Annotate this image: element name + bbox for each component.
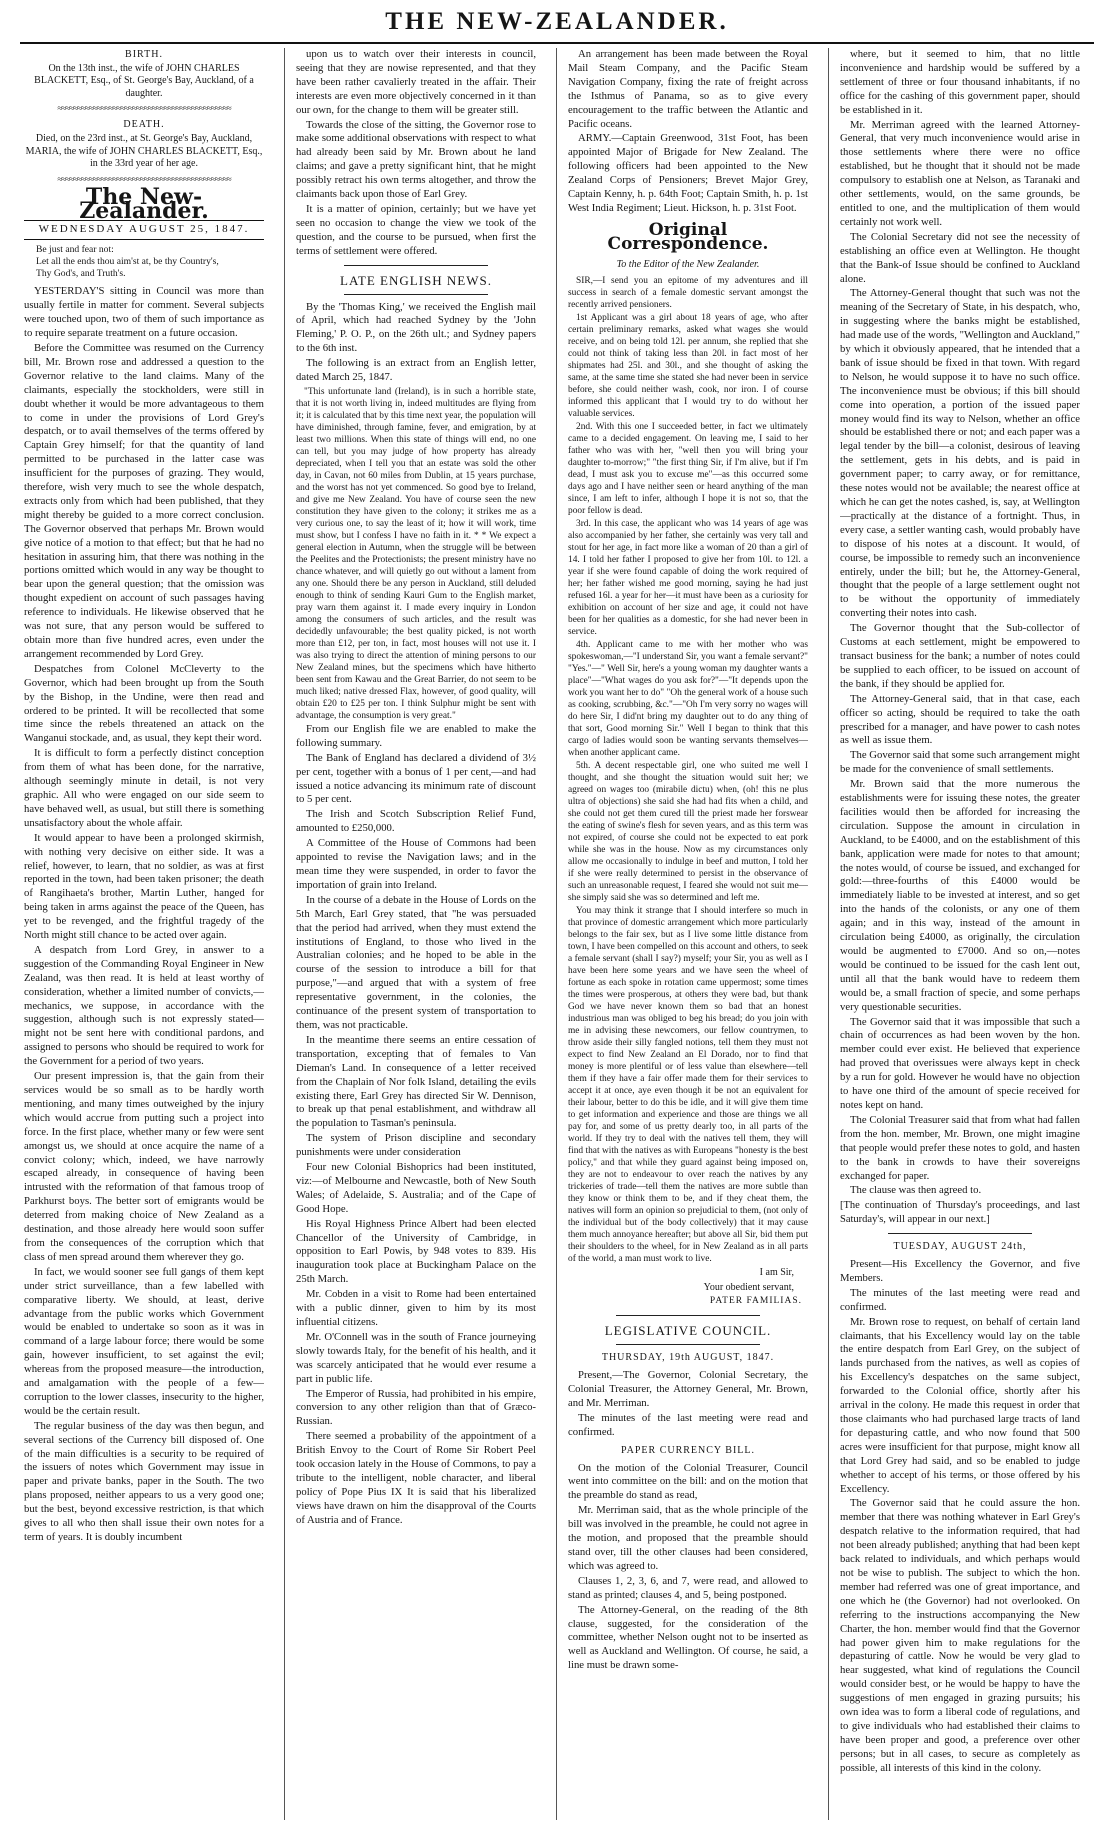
- article-paragraph: Mr. Brown said that the more numerous the establishments were for issuing these notes, the greater facilities would then be afforded for increasing the circulation. Suppose the amount in circulation in Auckland, to be £4000, and on the establishment of this bank, application were made for notes to that amount; the notes would, of course be issued, and exchanged for gold:—three-fourths of this £4000 would be immediately liable to be invested at interest, and so get into the hands of the colonists, or any one of them again; and in this way, instead of the amount in circulation being £4000, as originally, the circulation would be augmented to £7000. And so on,—notes would be continued to be issued for the cash lent out, until all that the bank would have to redeem them would be, a small fraction of specie, and some perhaps very questionable securities.: [840, 778, 1080, 1013]
- letter-paragraph: 4th. Applicant came to me with her mother who was spokeswoman,—"I understand Sir, you want a female servant?" "Yes."—" Well Sir, here's a young woman my daughter wants a place"—"What wages do you ask for?"—"It depends upon the work you want her to do" "Oh the general work of a house such as cooking, scrubbing, &c."—"Oh I'm very sorry no wages will do here Sir, I did'nt bring my daughter out to do any thing of that sort, Good morning Sir." Well I began to think that this cargo of ladies would soon be wanting servants themselves—when another applicant came.: [568, 639, 808, 758]
- letter-paragraph: You may think it strange that I should interfere so much in that province of domestic arrangement which more particularly belongs to the fair sex, but as I live some little distance from town, I have been compelled on this account and others, to seek a female servant (shall I say?) myself; your Sir, you as well as I have been here some years and we have seen the wheel of fortune as each spoke in rotation came uppermost; some times the times were prosperous, at others they were bad, but thank God we have never known them so bad that an honest industrious man was obliged to beg his bread; do you join with me in advising these newcomers, our fellow countrymen, to throw aside their silly fangled notions, tell them they must not expect to find New Zealand an El Dorado, nor to find that money is more plentiful or of less value than elsewhere—tell them if they have a fair offer made them for their services to accept it at once, aye even though it be not an equivalent for their labour, better to do this be idle, and it will give them time to get information and experience and those are things we all pay for, and some of us pretty dearly too, in all parts of the world. If they try to deal with the natives tell them, they will find that with the natives as with Europeans "honesty is the best policy," and that while they guard against being imposed on, they are not to endeavour to over reach the natives by any trickeries of trade—tell them the natives are more subtle than they know or think them to be, and if they cheat them, the natives will form an opinion so prejudicial to them, (not only of the individual but of the body collectively) that it may cause them much annoyance hereafter; but above all Sir, bid them put their shoulders to the wheel, for in New Zealand as in all parts of the world, a man must work to live.: [568, 905, 808, 1264]
- letter-signoff: I am Sir,: [759, 1266, 794, 1278]
- letter-paragraph: SIR,—I send you an epitome of my adventures and ill success in search of a female domestic servant amongst the recently arrived pensioners.: [568, 275, 808, 310]
- article-paragraph: Before the Committee was resumed on the Currency bill, Mr. Brown rose and addressed a question to the Governor relative to the land claims. Many of the claimants, especially the stockholders, were still in doubt whether it would be more advantageous to them to come in under the provisions of Lord Grey's despatch, or to avail themselves of the terms offered by Captain Grey himself; for that the quantity of land permitted to be purchased in the latter case was insufficient for the purposes of grazing. They would, therefore, wish very much to see the whole despatch, extracts only from which had been published, that they might thereby be guided to a more correct conclusion. The Governor observed that perhaps Mr. Brown would give notice of a motion to that effect; but that he had no hesitation in assuring him, that there was nothing in the portions omitted which would in any way be thought to bear upon the general question; that the omission was thought expedient on account of such passages having reference to individuals. He likewise observed that he was not sure, that any person would be suffered to obtain more than five hundred acres, even under the arrangement recommended by Lord Grey.: [24, 341, 264, 660]
- article-paragraph: A despatch from Lord Grey, in answer to a suggestion of the Commanding Royal Engineer in New Zealand, was then read. It is held at least worthy of consideration, whether a limited number of convicts,—mechanics, we suppose, in accordance with the suggestion, although such is not expressly stated—might not be sent here with conditional pardons, and assigned to persons who should be required to work for the Government for a period of two years.: [24, 943, 264, 1068]
- article-paragraph: upon us to watch over their interests in council, seeing that they are nowise represented, and that they have been rather cavalierly treated in the affair. Their interests are even more objectively concerned in it than our own, for the change to them will be greater still.: [296, 48, 536, 116]
- article-paragraph: Present,—The Governor, Colonial Secretary, the Colonial Treasurer, the Attorney General, Mr. Brown, and Mr. Merriman.: [568, 1369, 808, 1409]
- article-paragraph: Mr. Merriman said, that as the whole principle of the bill was involved in the preamble, he could not agree in the motion, and proposed that the preamble should stand over, till the other clauses had been considered, which was agreed to.: [568, 1504, 808, 1572]
- article-paragraph: Present—His Excellency the Governor, and five Members.: [840, 1258, 1080, 1284]
- article-paragraph: A Committee of the House of Commons had been appointed to revise the Navigation laws; and in the mean time they were suspended, in order to favor the importation of grain into Ireland.: [296, 837, 536, 891]
- birth-notice: On the 13th inst., the wife of JOHN CHARLES BLACKETT, Esq., of St. George's Bay, Auckland, of a daughter.: [34, 62, 254, 99]
- section-divider: [888, 1233, 1032, 1234]
- article-paragraph: Mr. Cobden in a visit to Rome had been entertained with a public dinner, given to him by its most influential citizens.: [296, 1288, 536, 1328]
- column-1: [24, 48, 264, 1820]
- divider-ornament: ≈≈≈≈≈≈≈≈≈≈≈≈≈≈≈≈≈≈≈≈≈≈≈≈≈≈≈≈≈≈≈≈≈≈≈≈≈≈≈≈≈≈≈≈: [57, 103, 231, 114]
- divider-ornament: ≈≈≈≈≈≈≈≈≈≈≈≈≈≈≈≈≈≈≈≈≈≈≈≈≈≈≈≈≈≈≈≈≈≈≈≈≈≈≈≈≈≈≈≈: [57, 173, 231, 184]
- tuesday-date: TUESDAY, AUGUST 24th,: [893, 1241, 1027, 1253]
- letter-paragraph: 1st Applicant was a girl about 18 years of age, who after certain preliminary remarks, asked what wages she would receive, and on being told 12l. per annum, she replied that she could not think of taking less than 20l. in fact most of her shipmates had 25l. and 30l., and she thought of asking the same, at the same time she stated she had never been in service before, she could neither wash, cook, nor iron. I of course informed this applicant that I would try to do without her valuable services.: [568, 312, 808, 419]
- column-2: [296, 48, 536, 1820]
- article-paragraph: The Governor said that it was impossible that such a chain of occurrences as had been woven by the hon. member could ever exist. He believed that experience had proved that overissues were always kept in check by a run for gold. However he would have no objection to have one third of the amount of specie received for notes kept on hand.: [840, 1015, 1080, 1111]
- article-paragraph: By the 'Thomas King,' we received the English mail of April, which had reached Sydney by the 'John Fleming,' P. O. P., on the 26th ult.; and Sydney papers to the 6th inst.: [296, 300, 536, 355]
- article-paragraph: In the meantime there seems an entire cessation of transportation, excepting that of females to Van Dieman's Land. In consequence of a letter received from the Chaplain of Nor folk Island, detailing the evils existing there, Earl Grey has directed Sir W. Dennison, to break up that penal establishment, and withdraw all the population to Tasman's peninsula.: [296, 1033, 536, 1130]
- article-paragraph: where, but it seemed to him, that no little inconvenience and hardship would be suffered by a settlement of three or four thousand inhabitants, if no office for the cashing of this government paper, should be established in it.: [840, 48, 1080, 116]
- section-divider: [344, 265, 488, 266]
- article-paragraph: In fact, we would sooner see full gangs of them kept under strict surveillance, than a few labelled with comparative liberty. We should, at least, derive advantage from the public works which Government would be enabled to undertake so soon as it was in command of a large labour force; there would be some gain, however insufficient, to set against the evil; whereas from the proposed measure—the introduction, and amalgamation with the people of a few—corruption to the lower classes, insecurity to the higher, would be the certain result.: [24, 1265, 264, 1417]
- continuation-note: [The continuation of Thursday's proceedings, and last Saturday's, will appear in our next.]: [840, 1200, 1080, 1226]
- article-paragraph: In the course of a debate in the House of Lords on the 5th March, Earl Grey stated, that "he was persuaded that the period had arrived, when they must extend the institutions of England, to those who lived in the Australian colonies; and he hoped to be able in the course of the session to introduce a bill for that purpose,"—and argued that with a system of free representative government, in the colonies, the continuance of the present system of transportation to them, was not practicable.: [296, 893, 536, 1031]
- article-paragraph: The minutes of the last meeting were read and confirmed.: [840, 1286, 1080, 1313]
- paper-title: The New-Zealander.: [79, 183, 209, 224]
- article-paragraph: The following is an extract from an English letter, dated March 25, 1847.: [296, 357, 536, 384]
- column-rule: [556, 48, 557, 1820]
- article-paragraph: On the motion of the Colonial Treasurer, Council went into committee on the bill: and on the motion that the preamble do stand as read,: [568, 1461, 808, 1502]
- article-paragraph: His Royal Highness Prince Albert had been elected Chancellor of the University of Cambridge, in opposition to Earl Powis, by 948 votes to 839. His inauguration took place at Buckingham Palace on the 25th March.: [296, 1217, 536, 1286]
- article-paragraph: It is difficult to form a perfectly distinct conception from them of what has been done, for the narrative, although seemingly minute in detail, is not very graphic. All who were engaged on our side seem to have behaved well, as usual, but still there is something unsatisfactory about the whole affair.: [24, 747, 264, 829]
- article-paragraph: Towards the close of the sitting, the Governor rose to make some additional observations with respect to what had already been said by Mr. Brown about he land claims; and gave a pretty significant hint, that he might possibly retract his own terms altogether, and throw the claimants back upon those of Earl Grey.: [296, 118, 536, 201]
- letter-extract: "This unfortunate land (Ireland), is in such a horrible state, that it is not worth living in, indeed multitudes are flying from it; it is calculated that by this time next year, the population will have diminished, through famine, fever, and emigration, by at least two millions. When this state of things will end, no one can tell, but you may judge of how property has already depreciated, when I tell you that an estate was sold the other day, in Cavan, not 60 miles from Dublin, at 15 years purchase, and the worst has not yet commenced. So good bye to Ireland, and give me New Zealand. You have of course seen the new constitution they have given to the colony; it strikes me as a very curious one, to say the least of it; how it will work, time must show, but I confess I have no faith in it. * * We expect a general election in Autumn, when the struggle will be between the Peelites and the Protectionists; the present ministry have no chance whatever, and will quietly go out without a lament from any one. Should there be any person in Auckland, still deluded enough to think of sending Kauri Gum to the English market, pray warn them against it. I made every inquiry in London among the consumers of such articles, and the result was decidedly unfavourable; the best quality picked, is not worth more than £12, per ton, in fact, most houses will not use it. I was also trying to direct the attention of mining persons to our New Zealand mines, but the specimens which have hitherto been sent from Kawau and the Great Barrier, do not seem to be much liked; native dressed Flax, however, of good quality, will obtain £20 to £25 per ton. I think Sulphur might be sent with advantage, the consumption is very great.": [296, 386, 536, 721]
- article-paragraph: Mr. O'Connell was in the south of France journeying slowly towards Italy, for the benefit of his health, and it was scarcely anticipated that he would ever resume a part in public life.: [296, 1330, 536, 1385]
- letter-paragraph: 5th. A decent respectable girl, one who suited me well I thought, and she thought the situation would suit her; we agreed on wages too (mirabile dictu) when, (oh! this ne plus ultra of objections) she said she had had fits when a child, and she could not get them cured till the priest made her forswear the eating of swine's flesh for seven years, and as this term was not expired, of course she could not be expected to eat pork while she was in the house. Now as my circumstances only allow me occasionally to indulge in beef and mutton, I told her if she were really determined to persist in the observance of such an unreasonable request, I feared she would not suit me—she simply said she was so determined and left me.: [568, 760, 808, 903]
- letter-signature: PATER FAMILIAS.: [709, 1296, 802, 1307]
- article-paragraph: The minutes of the last meeting were read and confirmed.: [568, 1411, 808, 1438]
- article-paragraph: The Attorney-General, on the reading of the 8th clause, suggested, for the consideration of the committee, whether Nelson ought not to be inserted as well as Auckland and Wellington. Of course, he said, a line must be drawn some-: [568, 1603, 808, 1672]
- section-divider: [616, 1344, 760, 1345]
- article-paragraph: It would appear to have been a prolonged skirmish, with nothing very decisive on either side. It was a relief, however, to learn, that no soldier, as was at first reported in the town, had been taken prisoner; the death of Rangihaeta's brother, Martin Luther, hanged for being taken in arms against the peace of the Queen, has yet to be revenged, and the frightful tragedy of the North might still chance to be acted over again.: [24, 831, 264, 942]
- article-paragraph: There seemed a probability of the appointment of a British Envoy to the Court of Rome Sir Robert Peel took occasion lately in the House of Commons, to pay a tribute to the intelligent, noble character, and liberal policy of Pope Pius IX It is said that his liberalized views have drawn on him the disapproval of the Courts of Austria and of France.: [296, 1430, 536, 1526]
- death-heading: DEATH.: [123, 119, 165, 131]
- article-paragraph: From our English file we are enabled to make the following summary.: [296, 722, 536, 749]
- article-paragraph: The Bank of England has declared a dividend of 3½ per cent, together with a bonus of 1 per cent,—and had issued a notice advancing its minimum rate of discount to 5 per cent.: [296, 751, 536, 806]
- motto-line: Thy God's, and Truth's.: [36, 268, 126, 280]
- correspondence-heading: Original Correspondence.: [607, 219, 769, 254]
- motto-line: Be just and fear not:: [36, 244, 114, 256]
- section-divider: [616, 1315, 760, 1316]
- council-date: THURSDAY, 19th AUGUST, 1847.: [601, 1352, 775, 1364]
- article-paragraph: The Colonial Secretary did not see the necessity of establishing an office even at Wellington. He thought that the Bank-of Issue should be confined to Auckland alone.: [840, 230, 1080, 285]
- letter-paragraph: 3rd. In this case, the applicant who was 14 years of age was also accompanied by her father, she certainly was very tall and stout for her age, in fact more like a woman of 20 than a girl of 14. I told her father I proposed to give her from 10l. to 12l. a year if she were found capable of doing the work required of her; her father wished me good morning, saying he had just refused 16l. a year for her—it must have been as a curiosity for exhibition on account of her size and age, it could not have been for her qualities as a domestic, for she had never been in service.: [568, 518, 808, 637]
- article-paragraph: Mr. Merriman agreed with the learned Attorney-General, that very much inconvenience would arise in those settlements where there were no office established, but he thought that it should not be made compulsory to establish one at Nelson, as Taranaki and other settlements, would, on the same grounds, be entitled to one, and the multiplication of them would certainly not work well.: [840, 118, 1080, 228]
- column-rule: [284, 48, 285, 1820]
- article-paragraph: The system of Prison discipline and secondary punishments were under consideration: [296, 1132, 536, 1159]
- motto-line: Let all the ends thou aim'st at, be thy Country's,: [36, 256, 219, 268]
- bill-heading: PAPER CURRENCY BILL.: [620, 1444, 755, 1456]
- article-paragraph: The Colonial Treasurer said that from what had fallen from the hon. member, Mr. Brown, one might imagine that people would prefer these notes to gold, and hasten to the bank in crowds to have their sovereigns exchanged for paper.: [840, 1113, 1080, 1182]
- article-paragraph: The Emperor of Russia, had prohibited in his empire, conversion to any other religion than that of Græco-Russian.: [296, 1387, 536, 1428]
- column-3: [568, 48, 808, 1820]
- article-paragraph: Mr. Brown rose to request, on behalf of certain land claimants, that his Excellency would lay on the table the entire despatch from Earl Grey, on the subject of lands purchased from the natives, as well as copies of his Excellency's despatches on the same subject, forwarded to the Colonial office, shortly after his arrival in the colony. He made this request in order that those claimants who had purchased large tracts of land for depasturing cattle, and who now found that 500 acres were insufficient for that purpose, might know all that Lord Grey had said, and so be enabled to judge whether to accept of his terms, or those offered by his Excellency.: [840, 1315, 1080, 1495]
- article-paragraph: The Attorney-General thought that such was not the meaning of the Secretary of State, in his despatch, who, in suggesting where the banks might be established, had made use of the words, "Wellington and Auckland," by which it obviously appeared, that he intended that a bank of issue should be fixed in that town. With regard to Nelson, he would suppose it to have no such office. The inconvenience must be obvious; if this bill should come into operation, a portion of the issued paper money would find its way to Nelson, whether an office should be established there or not; and each paper was a legal tender by the bill—a colonist, desirous of leaving the settlement, gets in his debts, and is paid in government paper; to carry away, or for remittance, these notes would not be available; the nearest office at which he can get the notes cashed, is, say, at Wellington—practically at the distance of a fortnight. Thus, in every case, a settler wanting cash, would probably have to dispose of his notes at a discount. It would, of course, be impossible to remedy such an inconvenience entirely, under the bill; but he, the Attorney-General, thought that the people of a large settlement ought not to be without the opportunity of immediately converting their notes into cash.: [840, 287, 1080, 620]
- article-paragraph: The Irish and Scotch Subscription Relief Fund, amounted to £250,000.: [296, 808, 536, 835]
- article-paragraph: Four new Colonial Bishoprics had been instituted, viz:—of Melbourne and Newcastle, both of New South Wales; of Adelaide, S. Australia; and of the Cape of Good Hope.: [296, 1161, 536, 1215]
- birth-heading: BIRTH.: [125, 49, 163, 60]
- masthead-rule: [20, 42, 1094, 44]
- article-paragraph: The regular business of the day was then begun, and several sections of the Currency bill disposed of. One of the main difficulties is a security to be required of the issuers of notes which Government may issue in paper and private banks, paper in the South. The two plans proposed, neither appears to us a very good one; but the best, beyond excessive restriction, is that which gives to all who then shall issue their own notes for a term of years. It is doubly incumbent: [24, 1419, 264, 1543]
- death-notice: Died, on the 23rd inst., at St. George's Bay, Auckland, MARIA, the wife of JOHN CHARLES BLACKETT, Esq., in the 33rd year of her age.: [25, 133, 263, 170]
- column-rule: [828, 48, 829, 1820]
- article-paragraph: Our present impression is, that the gain from their services would be so small as to be hardly worth mentioning, and many times outweighed by the injury which would accrue from putting such a project into force. In the first place, whether many or few were sent amongst us, we should at once acquire the name of a convict colony; which, indeed, we have narrowly escaped already, in consequence of having been intrusted with the reformation of that famous troop of Parkhurst boys. The better sort of emigrants would be deterred from making choice of New Zealand as a destination, and those already here would soon suffer from the consequences of the corruption which that class of men spread around them wherever they go.: [24, 1070, 264, 1263]
- article-paragraph: The Governor said that some such arrangement might be made for the convenience of small settlements.: [840, 749, 1080, 776]
- column-4: [840, 48, 1080, 1820]
- issue-date: WEDNESDAY AUGUST 25, 1847.: [24, 220, 264, 240]
- article-paragraph: YESTERDAY'S sitting in Council was more than usually fertile in matter for comment. Several subjects were touched upon, two of them of such importance as to require separate treatment on a future occasion.: [24, 285, 264, 340]
- letter-paragraph: 2nd. With this one I succeeded better, in fact we ultimately came to a decided engagement. On leaving me, I said to her father who was with her, "well then you will bring your daughter to-morrow;" "the first thing Sir, if I'm alive, but if I'm dead, I must ask you to excuse me"—as this occurred some days ago and I have neither seen or heard anything of the man since, I am left to infer, although I hope it is not so, that the poor fellow is dead.: [568, 421, 808, 516]
- masthead: THE NEW-ZEALANDER.: [385, 8, 729, 35]
- article-paragraph: ARMY.—Captain Greenwood, 31st Foot, has been appointed Major of Brigade for New Zealand. The following officers had been appointed to the New Zealand Corps of Pensioners; Brevet Major Grey, Captain Kenny, h. p. 64th Foot; Captain Smith, h. p. 1st West India Regiment; Lieut. Hickson, h. p. 31st Foot.: [568, 132, 808, 214]
- article-paragraph: The Governor thought that the Sub-collector of Customs at each settlement, might be empowered to transact business for the bank; a number of notes could be supplied to each officer, to be issued on account of the bank, if they should be applied for.: [840, 622, 1080, 690]
- article-paragraph: An arrangement has been made between the Royal Mail Steam Company, and the Pacific Steam Navigation Company, fixing the rate of freight across the Isthmus of Panama, so as to give every encouragement to the traffic between the Atlantic and Pacific oceans.: [568, 48, 808, 130]
- article-paragraph: The Governor said that he could assure the hon. member that there was nothing whatever in Earl Grey's despatch relative to the information required, that had not been already published; anything that had been kept back related to individuals, and which perhaps would not be wise to publish. The subject to which the hon. member had referred was one of great importance, and one which he (the Governor) had not overlooked. On referring to the instructions accompanying the New Charter, the hon. member would find that the Governor had power given him to make regulations for the depasturing of cattle. Now he would be very glad to hear suggested, what kind of regulations the Council would consider best, or he would be happy to have the suggestions of men engaged in grazing pursuits; his own idea was to form a liberal code of regulations, and to give individuals who had established their claims to have been proper and good, a preference over other persons; but in all cases, to secure as completely as possible, all interests of this kind in the colony.: [840, 1497, 1080, 1774]
- council-heading: LEGISLATIVE COUNCIL.: [604, 1323, 772, 1339]
- motto: [24, 244, 264, 280]
- article-paragraph: It is a matter of opinion, certainly; but we have yet seen no occasion to change the view we took of the question, and the course to be pursued, when first the terms of settlement were offered.: [296, 202, 536, 257]
- article-paragraph: The clause was then agreed to.: [850, 1184, 982, 1197]
- article-paragraph: Clauses 1, 2, 3, 6, and 7, were read, and allowed to stand as printed; clauses 4, and 5, being postponed.: [568, 1574, 808, 1601]
- section-divider: [344, 294, 488, 295]
- article-paragraph: The Attorney-General said, that in that case, each officer so acting, should be required to take the oath prescribed for a manager, and have power to cash notes as well as issue them.: [840, 692, 1080, 747]
- letter-salutation: To the Editor of the New Zealander.: [616, 258, 760, 270]
- letter-signoff: Your obedient servant,: [703, 1281, 794, 1293]
- article-paragraph: Despatches from Colonel McCleverty to the Governor, which had been brought up from the South by the Bishop, in the Undine, were then read and ordered to be printed. It will be recollected that some time since the rebels threatened an attack on the Wanganui stockade, and, as usual, they kept their word.: [24, 662, 264, 745]
- news-heading: LATE ENGLISH NEWS.: [340, 272, 492, 288]
